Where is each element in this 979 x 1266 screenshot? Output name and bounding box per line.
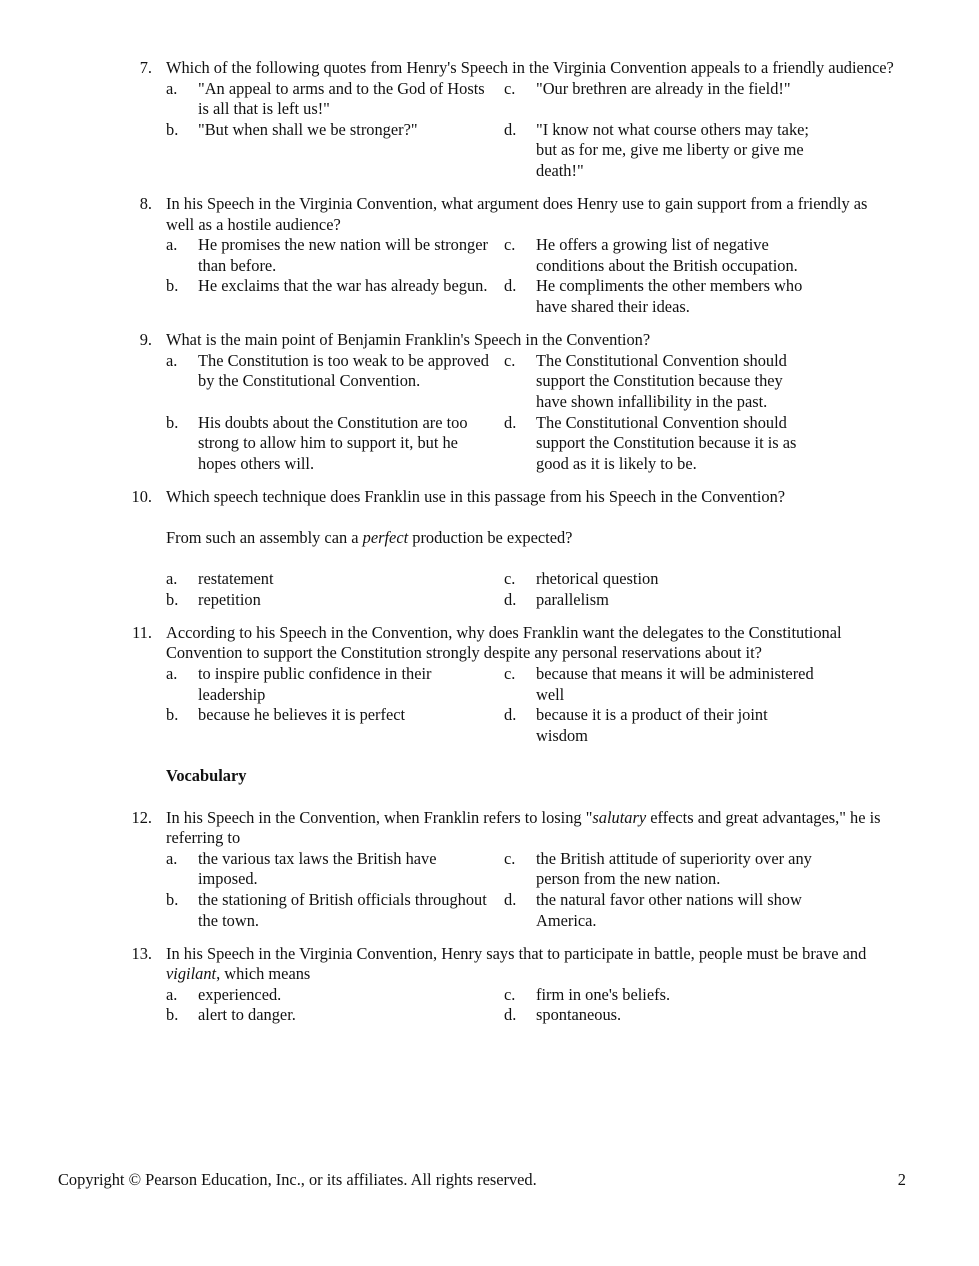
question-text: What is the main point of Benjamin Franklin's Speech in the Convention? — [166, 330, 651, 350]
answer-text: The Constitution is too weak to be approved by the Constitutional Convention. — [198, 350, 489, 391]
answer-b[interactable] — [166, 590, 504, 611]
answer-text: parallelism — [536, 589, 609, 609]
question-italic-word: vigilant — [166, 964, 217, 984]
answer-letter: b. — [166, 589, 179, 609]
answer-choices — [166, 664, 979, 746]
answer-text: to inspire public confidence in their leadership — [198, 664, 432, 704]
answer-d[interactable] — [504, 120, 864, 182]
answer-d[interactable] — [504, 890, 864, 931]
answer-letter: b. — [166, 412, 179, 432]
answer-c[interactable] — [504, 569, 864, 590]
answer-choices — [166, 235, 979, 317]
question-11 — [0, 623, 979, 747]
question-13 — [0, 944, 979, 1026]
answer-c[interactable] — [504, 849, 864, 890]
answer-d[interactable] — [504, 276, 864, 317]
answer-letter: d. — [504, 705, 517, 725]
answer-b[interactable] — [166, 890, 504, 931]
question-text: In his Speech in the Virginia Convention, what argument does Henry use to gain support from a friendly as well as a hostile audience? — [166, 194, 868, 234]
answer-b[interactable] — [166, 413, 504, 475]
answer-c[interactable] — [504, 79, 864, 120]
question-text — [166, 808, 894, 849]
answer-text: because he believes it is perfect — [198, 705, 406, 725]
question-number: 7. — [139, 58, 152, 77]
quoted-passage — [166, 528, 979, 549]
page-number: 2 — [897, 1170, 906, 1189]
question-9 — [0, 330, 979, 474]
answer-letter: d. — [504, 412, 517, 432]
answer-choices — [166, 79, 979, 182]
question-text: Which of the following quotes from Henry's Speech in the Virginia Convention appeals to a friendly audience? — [166, 58, 894, 77]
question-number: 10. — [131, 486, 152, 506]
answer-c[interactable] — [504, 985, 864, 1006]
answer-letter: c. — [504, 569, 516, 589]
answer-text: spontaneous. — [536, 1005, 622, 1025]
answer-a[interactable] — [166, 664, 504, 705]
answer-text: He promises the new nation will be stronger than before. — [198, 235, 488, 275]
question-number: 9. — [139, 330, 152, 350]
answer-letter: d. — [504, 889, 517, 909]
question-text-part: In his Speech in the Virginia Convention, Henry says that to participate in battle, people must be brave and — [166, 943, 867, 963]
answer-a[interactable] — [166, 985, 504, 1006]
answer-text: He exclaims that the war has already begun. — [198, 276, 488, 296]
answer-text: alert to danger. — [198, 1005, 296, 1025]
answer-b[interactable] — [166, 276, 504, 317]
answer-text: The Constitutional Convention should support the Constitution because they have shown infallibility in the past. — [536, 350, 787, 411]
answer-d[interactable] — [504, 705, 864, 746]
answer-b[interactable] — [166, 1005, 504, 1026]
answer-letter: a. — [166, 569, 178, 589]
answer-text: because it is a product of their joint wisdom — [536, 705, 768, 745]
answer-letter: a. — [166, 848, 178, 868]
answer-letter: a. — [166, 78, 178, 98]
question-text: According to his Speech in the Convention, why does Franklin want the delegates to the Constitutional Convention to support the Constitution strongly despite any personal reservations about it? — [166, 622, 842, 663]
answer-letter: d. — [504, 1005, 517, 1025]
answer-choices — [166, 985, 979, 1026]
answer-a[interactable] — [166, 569, 504, 590]
question-text-part: , which means — [216, 964, 311, 984]
answer-text: firm in one's beliefs. — [536, 984, 671, 1004]
answer-a[interactable] — [166, 351, 504, 413]
passage-text: From such an assembly can a — [166, 527, 363, 547]
question-number: 12. — [131, 807, 152, 827]
answer-letter: a. — [166, 664, 178, 684]
page-footer — [58, 1170, 906, 1191]
question-12 — [0, 808, 979, 932]
answer-letter: c. — [504, 78, 516, 98]
question-10 — [0, 487, 979, 611]
question-text-part: In his Speech in the Convention, when Franklin refers to losing " — [166, 807, 593, 827]
question-text-part: effects and great advantages," he is referring to — [166, 807, 881, 848]
answer-d[interactable] — [504, 1005, 864, 1026]
answer-text: the British attitude of superiority over any person from the new nation. — [536, 848, 812, 889]
answer-letter: c. — [504, 848, 516, 868]
answer-b[interactable] — [166, 705, 504, 746]
answer-text: He compliments the other members who have shared their ideas. — [536, 276, 803, 317]
answer-text: He offers a growing list of negative conditions about the British occupation. — [536, 235, 798, 275]
answer-text: "Our brethren are already in the field!" — [536, 78, 791, 98]
answer-letter: c. — [504, 984, 516, 1004]
answer-text: the stationing of British officials throughout the town. — [198, 889, 487, 930]
answer-a[interactable] — [166, 235, 504, 276]
answer-c[interactable] — [504, 664, 864, 705]
answer-letter: a. — [166, 984, 178, 1004]
answer-text: His doubts about the Constitution are too strong to allow him to support it, but he hopes others will. — [198, 412, 468, 473]
passage-italic-word: perfect — [362, 527, 409, 547]
answer-c[interactable] — [504, 235, 864, 276]
answer-letter: c. — [504, 664, 516, 684]
answer-text: restatement — [198, 569, 274, 589]
question-7 — [0, 58, 979, 182]
answer-d[interactable] — [504, 413, 864, 475]
answer-letter: b. — [166, 1005, 179, 1025]
answer-text: the various tax laws the British have imposed. — [198, 848, 437, 889]
question-text — [166, 944, 894, 985]
answer-letter: d. — [504, 119, 517, 139]
answer-letter: b. — [166, 705, 179, 725]
answer-text: "But when shall we be stronger?" — [198, 119, 418, 139]
question-8 — [0, 194, 979, 318]
answer-a[interactable] — [166, 79, 504, 120]
answer-text: The Constitutional Convention should support the Constitution because it is as good as it is likely to be. — [536, 412, 797, 473]
answer-letter: d. — [504, 589, 517, 609]
answer-text: rhetorical question — [536, 569, 659, 589]
answer-letter: c. — [504, 350, 516, 370]
answer-choices — [166, 351, 979, 475]
answer-letter: c. — [504, 235, 516, 255]
answer-text: "An appeal to arms and to the God of Hosts is all that is left us!" — [198, 78, 485, 119]
answer-letter: a. — [166, 235, 178, 255]
answer-letter: b. — [166, 889, 179, 909]
answer-letter: a. — [166, 350, 178, 370]
question-italic-word: salutary — [592, 807, 647, 827]
worksheet-content — [0, 58, 979, 1039]
answer-text: experienced. — [198, 984, 282, 1004]
answer-choices — [166, 849, 979, 931]
answer-choices — [166, 569, 979, 610]
answer-text: because that means it will be administered well — [536, 664, 814, 704]
question-number: 8. — [139, 194, 152, 214]
section-heading-vocabulary: Vocabulary — [166, 766, 247, 786]
answer-letter: b. — [166, 119, 179, 139]
copyright-notice: Copyright © Pearson Education, Inc., or its affiliates. All rights reserved. — [58, 1170, 537, 1189]
question-number: 11. — [132, 622, 152, 642]
passage-text: production be expected? — [408, 527, 573, 547]
answer-a[interactable] — [166, 849, 504, 890]
answer-letter: d. — [504, 276, 517, 296]
answer-d[interactable] — [504, 590, 864, 611]
answer-c[interactable] — [504, 351, 864, 413]
answer-letter: b. — [166, 276, 179, 296]
answer-text: repetition — [198, 589, 261, 609]
question-number: 13. — [131, 943, 152, 963]
answer-text: "I know not what course others may take; but as for me, give me liberty or give me death!" — [536, 119, 809, 180]
answer-b[interactable] — [166, 120, 504, 182]
answer-text: the natural favor other nations will show America. — [536, 889, 802, 930]
question-text: Which speech technique does Franklin use in this passage from his Speech in the Convention? — [166, 486, 786, 506]
